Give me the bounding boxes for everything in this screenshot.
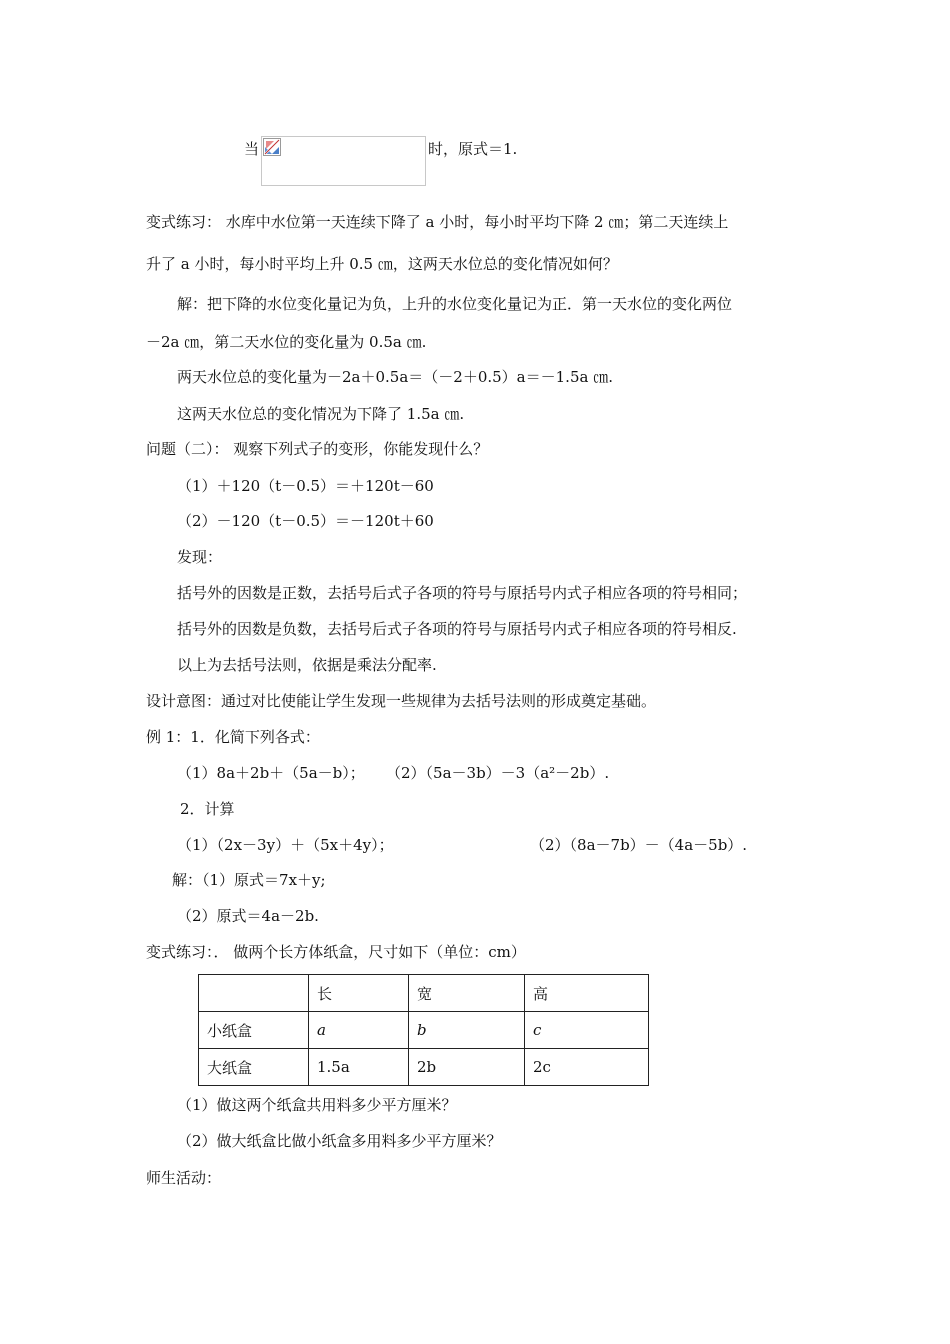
variant1-problem-line2: 升了 a 小时，每小时平均上升 0.5 ㎝，这两天水位总的变化情况如何？ bbox=[146, 255, 618, 273]
example1-part2a: （1）（2x－3y）＋（5x＋4y）； bbox=[177, 836, 394, 854]
example1-part2b: （2）（8a－7b）－（4a－5b）. bbox=[530, 836, 748, 854]
question2-title: 问题（二）： 观察下列式子的变形，你能发现什么？ bbox=[146, 440, 489, 458]
table-cell: 2b bbox=[409, 1049, 525, 1086]
question2-equation2: （2）－120（t－0.5）＝－120t＋60 bbox=[177, 512, 434, 530]
variant1-solution-line2: －2a ㎝，第二天水位的变化量为 0.5a ㎝. bbox=[146, 333, 427, 351]
example1-part1b: （2）（5a－3b）－3（a²－2b）. bbox=[386, 764, 610, 782]
table-cell: 2c bbox=[525, 1049, 649, 1086]
table-cell: 小纸盒 bbox=[199, 1012, 309, 1049]
variant2-question1: （1）做这两个纸盒共用料多少平方厘米？ bbox=[177, 1096, 457, 1114]
example1-part1a: （1）8a＋2b＋（5a－b）； bbox=[177, 764, 365, 782]
box-dimensions-table bbox=[198, 974, 649, 1086]
variant1-solution-line3: 两天水位总的变化量为－2a＋0.5a＝（－2＋0.5）a＝－1.5a ㎝. bbox=[177, 368, 613, 386]
example1-solution2: （2）原式＝4a－2b. bbox=[177, 907, 319, 925]
variant2-question2: （2）做大纸盒比做小纸盒多用料多少平方厘米？ bbox=[177, 1132, 502, 1150]
table-row bbox=[199, 1049, 649, 1086]
question2-equation1: （1）＋120（t－0.5）＝＋120t－60 bbox=[177, 477, 434, 495]
variant2-title: 变式练习：． 做两个长方体纸盒，尺寸如下（单位：cm） bbox=[146, 943, 526, 961]
table-header-cell: 宽 bbox=[409, 975, 525, 1012]
variant1-solution-line1: 解：把下降的水位变化量记为负，上升的水位变化量记为正．第一天水位的变化两位 bbox=[177, 295, 733, 313]
example1-title: 例 1：1．化简下列各式： bbox=[146, 728, 320, 746]
design-intent: 设计意图：通过对比使能让学生发现一些规律为去括号法则的形成奠定基础。 bbox=[146, 692, 657, 710]
table-row bbox=[199, 1012, 649, 1049]
table-header-cell: 长 bbox=[309, 975, 409, 1012]
question2-found-label: 发现： bbox=[177, 548, 223, 566]
variant1-solution-line4: 这两天水位总的变化情况为下降了 1.5a ㎝. bbox=[177, 405, 465, 423]
table-header-row bbox=[199, 975, 649, 1012]
broken-image-placeholder bbox=[261, 136, 426, 186]
table-cell: 大纸盒 bbox=[199, 1049, 309, 1086]
teacher-student-activity: 师生活动： bbox=[146, 1169, 222, 1187]
example1-solution1: 解：（1）原式＝7x＋y; bbox=[172, 871, 326, 889]
question2-rule1: 括号外的因数是正数，去括号后式子各项的符号与原括号内式子相应各项的符号相同； bbox=[177, 584, 748, 602]
table-cell: c bbox=[525, 1012, 649, 1049]
table-header-cell: 高 bbox=[525, 975, 649, 1012]
condition-prefix: 当 bbox=[244, 140, 260, 158]
broken-image-icon bbox=[263, 138, 281, 156]
question2-rule2: 括号外的因数是负数，去括号后式子各项的符号与原括号内式子相应各项的符号相反. bbox=[177, 620, 737, 638]
table-cell: b bbox=[409, 1012, 525, 1049]
table-cell: 1.5a bbox=[309, 1049, 409, 1086]
example1-calc-heading: 2．计算 bbox=[180, 800, 235, 818]
condition-suffix: 时，原式＝1. bbox=[428, 140, 518, 158]
variant1-problem-line1: 变式练习： 水库中水位第一天连续下降了 a 小时，每小时平均下降 2 ㎝；第二天连续上 bbox=[146, 213, 729, 231]
question2-rule3: 以上为去括号法则，依据是乘法分配率. bbox=[177, 656, 437, 674]
table-header-cell bbox=[199, 975, 309, 1012]
table-cell: a bbox=[309, 1012, 409, 1049]
